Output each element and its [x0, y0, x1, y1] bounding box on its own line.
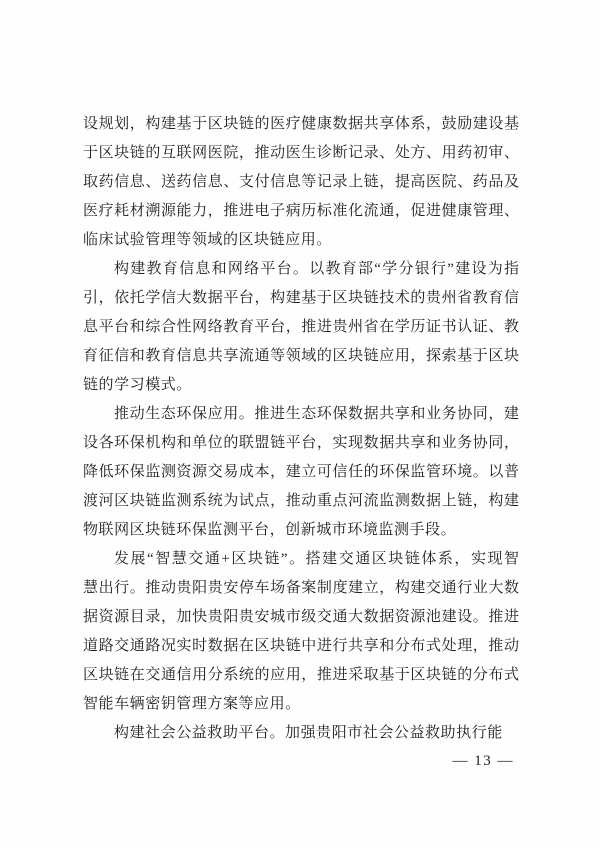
paragraph: [83, 255, 519, 400]
text-line: 发展“智慧交通+区块链”。搭建交通区块链体系，实现智: [114, 551, 519, 567]
text-line: 渡河区块链监测系统为试点，推动重点河流监测数据上链，构建: [83, 493, 519, 509]
text-line: 于区块链的互联网医院，推动医生诊断记录、处方、用药初审、: [83, 145, 519, 161]
text-line: 医疗耗材溯源能力，推进电子病历标准化流通，促进健康管理、: [83, 203, 519, 219]
text-line: 构建教育信息和网络平台。以教育部“学分银行”建设为指: [114, 261, 519, 277]
body-text: [83, 110, 519, 748]
text-line: 据资源目录，加快贵阳贵安城市级交通大数据资源池建设。推进: [83, 609, 519, 625]
text-line: 区块链在交通信用分系统的应用，推进采取基于区块链的分布式: [83, 667, 519, 683]
text-line: 设各环保机构和单位的联盟链平台，实现数据共享和业务协同，: [83, 435, 519, 451]
text-line: 设规划，构建基于区块链的医疗健康数据共享体系，鼓励建设基: [83, 116, 519, 132]
text-line: 取药信息、送药信息、支付信息等记录上链，提高医院、药品及: [83, 174, 519, 190]
paragraph: [83, 110, 519, 255]
text-line: 智能车辆密钥管理方案等应用。: [83, 696, 301, 712]
text-line: 链的学习模式。: [83, 377, 192, 393]
text-line: 息平台和综合性网络教育平台，推进贵州省在学历证书认证、教: [83, 319, 519, 335]
paragraph: [83, 400, 519, 545]
text-line: 引，依托学信大数据平台，构建基于区块链技术的贵州省教育信: [83, 290, 519, 306]
text-line: 育征信和教育信息共享流通等领域的区块链应用，探索基于区块: [83, 348, 519, 364]
paragraph: [83, 545, 519, 719]
text-line: 道路交通路况实时数据在区块链中进行共享和分布式处理，推动: [83, 638, 519, 654]
page-number: — 13 —: [452, 753, 514, 769]
text-line: 临床试验管理等领域的区块链应用。: [83, 232, 332, 248]
paragraph: [83, 719, 519, 748]
text-line: 构建社会公益救助平台。加强贵阳市社会公益救助执行能: [114, 725, 503, 741]
text-line: 推动生态环保应用。推进生态环保数据共享和业务协同，建: [114, 406, 519, 422]
text-line: 物联网区块链环保监测平台，创新城市环境监测手段。: [83, 522, 457, 538]
text-line: 慧出行。推动贵阳贵安停车场备案制度建立，构建交通行业大数: [83, 580, 519, 596]
text-line: 降低环保监测资源交易成本，建立可信任的环保监管环境。以普: [83, 464, 519, 480]
